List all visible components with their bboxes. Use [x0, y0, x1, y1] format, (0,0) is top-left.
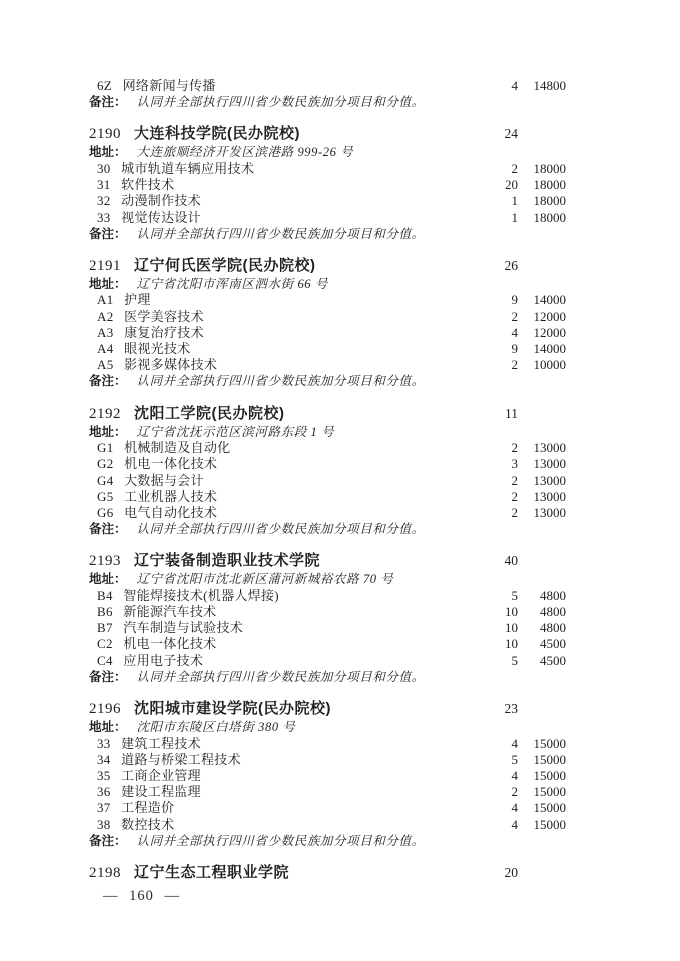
major-list — [89, 588, 566, 669]
remark-value: 认同并全部执行四川省少数民族加分项目和分值。 — [136, 226, 425, 241]
major-row — [89, 341, 566, 357]
address-label: 地址： — [89, 276, 127, 291]
major-code: 30 — [97, 160, 111, 176]
major-row — [89, 78, 566, 94]
major-row — [89, 653, 566, 669]
major-count: 10 — [505, 604, 518, 620]
major-fee: 15000 — [533, 735, 566, 751]
major-row — [89, 505, 566, 521]
school-section — [89, 124, 566, 242]
school-total: 23 — [504, 701, 518, 717]
page-content — [89, 78, 566, 883]
major-code: A4 — [97, 341, 114, 357]
major-row — [89, 768, 566, 784]
major-code: 33 — [97, 735, 111, 751]
major-code: G2 — [97, 456, 114, 472]
school-header — [89, 404, 566, 424]
major-row — [89, 161, 566, 177]
major-row — [89, 440, 566, 456]
school-header — [89, 256, 566, 276]
major-code: 31 — [97, 177, 111, 193]
major-code: 38 — [97, 816, 111, 832]
school-total: 20 — [504, 865, 518, 880]
major-name: 机电一体化技术 — [124, 456, 218, 472]
school-total: 40 — [504, 553, 518, 569]
major-fee: 4800 — [540, 620, 566, 636]
major-row — [89, 177, 566, 193]
major-name: 影视多媒体技术 — [124, 357, 218, 373]
major-code: B6 — [97, 604, 113, 620]
major-row — [89, 736, 566, 752]
major-fee: 18000 — [533, 160, 566, 176]
major-fee: 13000 — [533, 472, 566, 488]
major-fee: 4800 — [540, 604, 566, 620]
major-row — [89, 489, 566, 505]
major-row — [89, 325, 566, 341]
major-count: 3 — [511, 456, 518, 472]
major-count: 4 — [511, 767, 518, 783]
school-code: 2192 — [89, 405, 121, 422]
major-count: 2 — [511, 488, 518, 504]
major-name: 医学美容技术 — [124, 308, 204, 324]
remark-label: 备注： — [89, 374, 127, 389]
major-name: 网络新闻与传播 — [122, 78, 216, 93]
remark-label: 备注： — [89, 522, 127, 537]
major-row — [89, 292, 566, 308]
remark-value: 认同并全部执行四川省少数民族加分项目和分值。 — [136, 374, 425, 389]
remark-value: 认同并全部执行四川省少数民族加分项目和分值。 — [136, 669, 425, 684]
major-count: 4 — [511, 735, 518, 751]
school-section — [89, 863, 566, 883]
major-count: 10 — [505, 620, 518, 636]
school-header — [89, 863, 566, 883]
school-remark — [89, 669, 566, 685]
major-name: 视觉传达设计 — [121, 209, 201, 225]
major-code: G4 — [97, 472, 114, 488]
major-name: 电气自动化技术 — [124, 504, 218, 520]
major-fee: 10000 — [533, 357, 566, 373]
remark-label: 备注： — [89, 669, 127, 684]
school-header — [89, 699, 566, 719]
address-value: 辽宁省沈阳市浑南区泗水街 66 号 — [136, 276, 328, 291]
major-count: 1 — [511, 193, 518, 209]
major-fee: 15000 — [533, 800, 566, 816]
major-count: 2 — [511, 504, 518, 520]
school-remark — [89, 94, 566, 110]
major-name: 城市轨道车辆应用技术 — [121, 160, 255, 176]
major-code: A3 — [97, 324, 114, 340]
major-code: 34 — [97, 751, 111, 767]
major-row — [89, 193, 566, 209]
major-code: G6 — [97, 504, 114, 520]
major-code: B7 — [97, 620, 113, 636]
school-name: 辽宁生态工程职业学院 — [134, 864, 290, 881]
major-row — [89, 473, 566, 489]
school-name: 大连科技学院(民办院校) — [134, 125, 300, 143]
school-address — [89, 276, 566, 293]
major-list — [89, 736, 566, 833]
major-list — [89, 440, 566, 521]
major-count: 5 — [511, 587, 518, 603]
major-name: 工程造价 — [121, 800, 175, 816]
major-row — [89, 588, 566, 604]
school-address — [89, 571, 566, 588]
major-row — [89, 210, 566, 226]
school-remark — [89, 373, 566, 389]
major-row — [89, 817, 566, 833]
major-count: 2 — [511, 160, 518, 176]
major-code: A5 — [97, 357, 114, 373]
major-name: 软件技术 — [121, 177, 175, 193]
major-count: 2 — [511, 472, 518, 488]
major-name: 汽车制造与试验技术 — [123, 620, 244, 636]
remark-value: 认同并全部执行四川省少数民族加分项目和分值。 — [136, 833, 425, 848]
major-count: 5 — [511, 751, 518, 767]
school-address — [89, 424, 566, 441]
address-value: 沈阳市东陵区白塔街 380 号 — [136, 720, 296, 735]
school-name: 辽宁何氏医学院(民办院校) — [134, 256, 316, 274]
major-count: 2 — [511, 440, 518, 456]
major-fee: 13000 — [533, 440, 566, 456]
major-fee: 13000 — [533, 488, 566, 504]
school-name: 辽宁装备制造职业技术学院 — [134, 552, 321, 570]
school-remark — [89, 833, 566, 849]
major-code: C4 — [97, 652, 113, 668]
major-count: 9 — [511, 292, 518, 308]
major-fee: 18000 — [533, 177, 566, 193]
major-name: 工商企业管理 — [121, 767, 201, 783]
major-name: 新能源汽车技术 — [123, 604, 217, 620]
school-header — [89, 551, 566, 571]
major-fee: 15000 — [533, 751, 566, 767]
major-code: G1 — [97, 440, 114, 456]
address-label: 地址： — [89, 424, 127, 439]
major-row — [89, 456, 566, 472]
major-count: 2 — [511, 308, 518, 324]
major-count: 4 — [511, 800, 518, 816]
school-total: 24 — [504, 126, 518, 142]
major-fee: 14800 — [533, 78, 566, 93]
major-name: 应用电子技术 — [123, 652, 204, 668]
school-total: 26 — [504, 257, 518, 273]
major-fee: 4800 — [540, 587, 566, 603]
major-count: 4 — [511, 816, 518, 832]
address-value: 辽宁省沈抚示范区滨河路东段 1 号 — [136, 424, 335, 439]
major-code: A2 — [97, 308, 114, 324]
school-code: 2198 — [89, 865, 121, 881]
major-count: 2 — [511, 357, 518, 373]
major-code: 36 — [97, 784, 111, 800]
school-total: 11 — [505, 405, 518, 421]
address-label: 地址： — [89, 720, 127, 735]
school-section — [89, 404, 566, 538]
major-list — [89, 161, 566, 226]
major-fee: 15000 — [533, 784, 566, 800]
major-fee: 4500 — [540, 636, 566, 652]
major-name: 建筑工程技术 — [121, 735, 201, 751]
school-code: 2196 — [89, 701, 121, 718]
major-fee: 15000 — [533, 816, 566, 832]
major-list — [89, 292, 566, 373]
major-count: 1 — [511, 209, 518, 225]
school-section — [89, 256, 566, 390]
school-code: 2190 — [89, 126, 121, 143]
major-fee: 4500 — [540, 652, 566, 668]
major-row — [89, 309, 566, 325]
major-row — [89, 604, 566, 620]
page-number: — 160 — — [103, 888, 180, 904]
major-count: 5 — [511, 652, 518, 668]
major-list — [89, 78, 566, 94]
remark-value: 认同并全部执行四川省少数民族加分项目和分值。 — [136, 522, 425, 537]
major-code: C2 — [97, 636, 113, 652]
major-name: 机电一体化技术 — [123, 636, 217, 652]
major-row — [89, 784, 566, 800]
major-fee: 13000 — [533, 456, 566, 472]
major-count: 4 — [511, 78, 518, 93]
school-section — [89, 699, 566, 849]
major-code: 37 — [97, 800, 111, 816]
major-name: 眼视光技术 — [124, 341, 191, 357]
major-fee: 14000 — [533, 292, 566, 308]
major-fee: 18000 — [533, 209, 566, 225]
school-code: 2191 — [89, 257, 121, 274]
major-count: 9 — [511, 341, 518, 357]
major-name: 机械制造及自动化 — [124, 440, 231, 456]
major-name: 护理 — [124, 292, 151, 308]
address-value: 大连旅顺经济开发区滨港路 999-26 号 — [136, 145, 354, 160]
major-code: 33 — [97, 209, 111, 225]
major-code: G5 — [97, 488, 114, 504]
school-remark — [89, 226, 566, 242]
major-code: 32 — [97, 193, 111, 209]
address-label: 地址： — [89, 145, 127, 160]
major-code: B4 — [97, 587, 113, 603]
school-address — [89, 144, 566, 161]
school-remark — [89, 521, 566, 537]
major-fee: 18000 — [533, 193, 566, 209]
major-count: 2 — [511, 784, 518, 800]
remark-label: 备注： — [89, 833, 127, 848]
major-code: A1 — [97, 292, 114, 308]
major-name: 大数据与会计 — [124, 472, 204, 488]
major-name: 康复治疗技术 — [124, 324, 204, 340]
major-row — [89, 752, 566, 768]
major-name: 动漫制作技术 — [121, 193, 201, 209]
major-name: 建设工程监理 — [121, 784, 201, 800]
school-code: 2193 — [89, 553, 121, 570]
school-name: 沈阳工学院(民办院校) — [134, 404, 285, 422]
major-row — [89, 636, 566, 652]
major-count: 4 — [511, 324, 518, 340]
major-name: 数控技术 — [121, 816, 175, 832]
school-name: 沈阳城市建设学院(民办院校) — [134, 700, 331, 718]
major-row — [89, 357, 566, 373]
major-count: 20 — [505, 177, 518, 193]
major-fee: 14000 — [533, 341, 566, 357]
major-name: 道路与桥梁工程技术 — [121, 751, 241, 767]
major-fee: 12000 — [533, 324, 566, 340]
remark-value: 认同并全部执行四川省少数民族加分项目和分值。 — [136, 95, 425, 110]
major-code: 6Z — [97, 78, 113, 93]
major-name: 智能焊接技术(机器人焊接) — [123, 587, 279, 603]
address-label: 地址： — [89, 572, 127, 587]
remark-label: 备注： — [89, 95, 127, 110]
major-fee: 15000 — [533, 767, 566, 783]
major-count: 10 — [505, 636, 518, 652]
major-row — [89, 800, 566, 816]
major-code: 35 — [97, 767, 111, 783]
major-row — [89, 620, 566, 636]
major-name: 工业机器人技术 — [124, 488, 218, 504]
major-fee: 13000 — [533, 504, 566, 520]
remark-label: 备注： — [89, 226, 127, 241]
school-address — [89, 719, 566, 736]
school-section — [89, 78, 566, 110]
school-section — [89, 551, 566, 685]
address-value: 辽宁省沈阳市沈北新区蒲河新城裕农路 70 号 — [136, 572, 394, 587]
major-fee: 12000 — [533, 308, 566, 324]
school-header — [89, 124, 566, 144]
